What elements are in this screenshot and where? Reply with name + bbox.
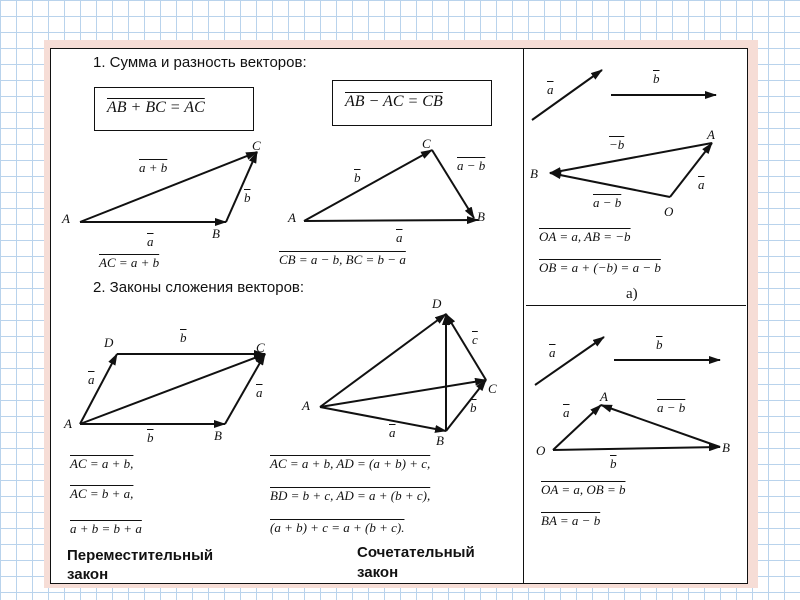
fig4-label-b: $\overline{b}$ [470,400,477,415]
ra-label-a-minus-b: a − b [593,195,622,210]
fig4-vec-ad [320,314,446,407]
addition-rule: AB + BC = AC [107,99,205,116]
fig3-label-a-right: $\overline{a}$ [256,385,263,400]
fig1-point-c: C [252,138,261,153]
fig2-formula: CB = a − b, BC = b − a [279,252,406,267]
ra-free-a [532,70,602,120]
fig3-point-c: C [256,340,265,355]
fig4-formula-2: BD = b + c, AD = a + (b + c), [270,488,431,503]
fig3-formula-2: AC = b + a, [70,486,134,501]
fig3-label-b-top: $\overline{b}$ [180,330,187,345]
ra-label-a: $\overline{a}$ [698,177,705,192]
fig4-formula-3: (a + b) + c = a + (b + c). [270,520,405,535]
ra-caption: а) [626,286,638,302]
rb-point-a: A [600,389,608,404]
fig4-point-b: B [436,433,444,448]
fig4-label-c: $\overline{c}$ [472,332,478,347]
rb-vec-ob [553,447,720,450]
ra-vec-ob [550,173,670,197]
fig4-point-a: A [302,398,310,413]
fig4-formula-1: AC = a + b, AD = (a + b) + c, [270,456,431,471]
fig3-point-b: B [214,428,222,443]
fig2-point-a: A [288,210,296,225]
fig4-vec-bc [446,380,486,431]
fig1-point-a: A [62,211,70,226]
fig4-vec-ac [320,380,486,407]
rb-vec-oa [553,405,601,450]
fig3-formula-3: a + b = b + a [70,521,142,536]
rb-point-o: O [536,443,546,458]
fig4-point-c: C [488,381,497,396]
fig2-point-b: B [477,209,485,224]
rb-formula-2: BA = a − b [541,513,601,528]
fig1-label-a: $\overline{a}$ [147,234,154,249]
fig1-label-a-plus-b: a + b [139,160,168,175]
fig3-vec-ac [80,354,265,424]
fig1-label-b: $\overline{b}$ [244,190,251,205]
fig3-point-a: A [64,416,72,431]
rb-point-b: B [722,440,730,455]
ra-vec-ab [550,143,712,173]
section-1-title: 1. Сумма и разность векторов: [93,54,307,71]
rb-formula-1: OA = a, OB = b [541,482,626,497]
section-2-title: 2. Законы сложения векторов: [93,279,305,296]
ra-point-o: O [664,204,674,219]
ra-vec-oa [670,143,712,197]
subtraction-rule: AB − AC = CB [345,93,443,110]
ra-free-b-label: $\overline{b}$ [653,71,660,86]
fig2-vec-ab [304,220,478,221]
associative-law-word: закон [357,564,399,581]
fig3-label-a-left: $\overline{a}$ [88,372,95,387]
fig2-label-a-minus-b: a − b [457,158,486,173]
fig2-label-a: $\overline{a}$ [396,230,403,245]
fig3-vec-ad [80,354,117,424]
fig1-formula: AC = a + b [99,255,160,270]
addition-rule-box [94,87,254,131]
fig2-label-b: $\overline{b}$ [354,170,361,185]
fig1-point-b: B [212,226,220,241]
ra-label-minus-b: −b [609,137,625,152]
rb-label-a: $\overline{a}$ [563,405,570,420]
rb-free-b-label: $\overline{b}$ [656,337,663,352]
ra-free-a-label: $\overline{a}$ [547,82,554,97]
ra-formula-1: OA = a, AB = −b [539,229,631,244]
ra-formula-2: OB = a + (−b) = a − b [539,260,661,275]
fig3-point-d: D [104,335,114,350]
fig2-point-c: C [422,136,431,151]
fig4-vec-cd [446,314,486,380]
ra-point-a: A [707,127,715,142]
associative-law-title: Сочетательный [357,544,475,561]
commutative-law-title: Переместительный [67,547,214,564]
rb-label-a-minus-b: a − b [657,400,686,415]
rb-free-a-label: $\overline{a}$ [549,345,556,360]
fig2-vec-ac [304,150,432,221]
rb-free-a [535,337,604,385]
subtraction-rule-box [332,80,492,126]
fig4-vec-ab [320,407,446,431]
commutative-law-word: закон [67,566,109,583]
ra-point-b: B [530,166,538,181]
rb-label-b: $\overline{b}$ [610,456,617,471]
fig4-label-a: $\overline{a}$ [389,425,396,440]
fig4-point-d: D [432,296,442,311]
fig3-label-b-bottom: $\overline{b}$ [147,430,154,445]
fig3-formula-1: AC = a + b, [70,456,134,471]
